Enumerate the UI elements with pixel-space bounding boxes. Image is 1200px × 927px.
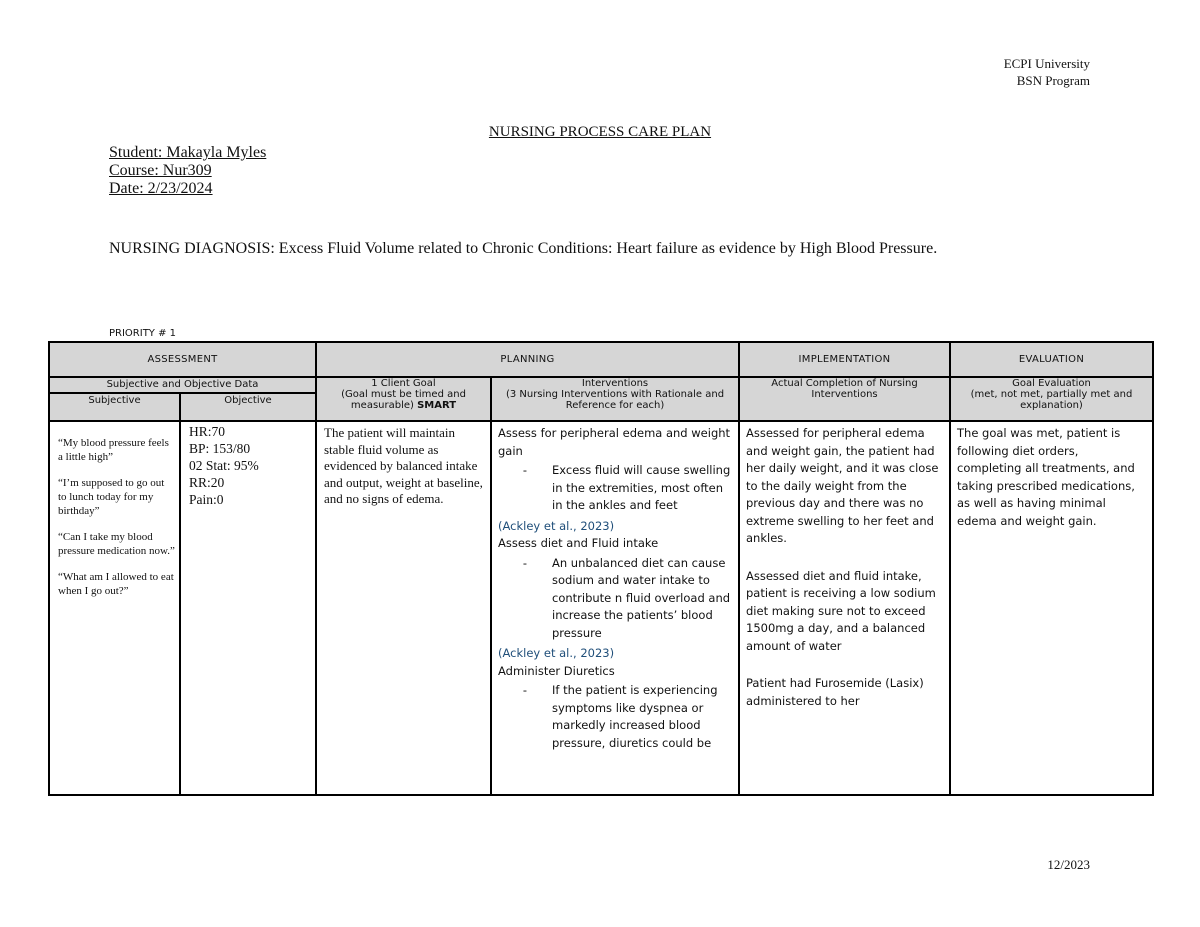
interventions-cell <box>491 421 739 795</box>
program-name: BSN Program <box>1016 73 1090 88</box>
nursing-diagnosis: NURSING DIAGNOSIS: Excess Fluid Volume related to Chronic Conditions: Heart failure as evidence by High Blood Pressure. <box>109 240 938 257</box>
client-goal-header <box>316 377 491 421</box>
evaluation-header: EVALUATION <box>950 342 1153 377</box>
intervention-rationale <box>498 462 732 515</box>
intervention-title: Administer Diuretics <box>498 663 615 678</box>
student-name: Student: Makayla Myles <box>109 144 267 161</box>
intervention-title: Assess diet and Fluid intake <box>498 536 659 550</box>
interventions-label: Interventions <box>581 378 649 389</box>
date: Date: 2/23/2024 <box>109 180 213 197</box>
subjective-cell <box>49 421 180 795</box>
interventions-header <box>491 377 739 421</box>
client-goal-cell: The patient will maintain stable fluid volume as evidenced by balanced intake and output, weight at baseline, and no signs of edema. <box>316 421 491 795</box>
goal-evaluation-label: Goal Evaluation <box>1012 378 1091 389</box>
vital-hr: HR:70 <box>189 424 226 439</box>
implementation-entry: Assessed diet and fluid intake, patient is receiving a low sodium diet making sure not to exceed 1500mg a day, and a balanced amount of water <box>746 568 936 653</box>
footer-date: 12/2023 <box>1047 857 1090 872</box>
subjective-quote: “My blood pressure feels a little high” <box>58 437 169 463</box>
evaluation-cell: The goal was met, patient is following diet orders, completing all treatments, and taking prescribed medications, as well as having minimal edema and weight gain. <box>950 421 1153 795</box>
client-goal-note-text: (Goal must be timed and measurable) <box>341 389 466 411</box>
vital-rr: RR:20 <box>189 475 225 490</box>
implementation-entry: Patient had Furosemide (Lasix) administered to her <box>746 676 924 708</box>
bullet-dash: - <box>522 683 528 697</box>
subjective-objective-header: Subjective and Objective Data <box>49 377 316 393</box>
vital-bp: BP: 153/80 <box>189 441 251 456</box>
subjective-quote: “I’m supposed to go out to lunch today for my birthday” <box>58 477 165 517</box>
intervention-title: Assess for peripheral edema and weight gain <box>498 426 731 458</box>
implementation-entry: Assessed for peripheral edema and weight gain, the patient had her daily weight, and it was close to the daily weight from the previous day and there was no extreme swelling to her feet and ankles. <box>746 426 939 545</box>
page-title: NURSING PROCESS CARE PLAN <box>488 124 712 140</box>
implementation-cell <box>739 421 950 795</box>
intervention-citation: (Ackley et al., 2023) <box>498 646 615 660</box>
rationale-text: Excess fluid will cause swelling in the extremities, most often in the ankles and feet <box>552 463 731 512</box>
objective-header: Objective <box>180 393 316 421</box>
goal-evaluation-header <box>950 377 1153 421</box>
university-name: ECPI University <box>1003 56 1090 71</box>
priority-label: PRIORITY # 1 <box>109 328 177 339</box>
client-goal-label: 1 Client Goal <box>371 378 436 389</box>
course-name: Course: Nur309 <box>109 162 212 179</box>
rationale-text: An unbalanced diet can cause sodium and water intake to contribute n fluid overload and increase the patients’ blood pressure <box>552 555 731 640</box>
goal-evaluation-note: (met, not met, partially met and explanation) <box>970 389 1133 411</box>
actual-completion-header: Actual Completion of Nursing Interventions <box>739 377 950 421</box>
implementation-header: IMPLEMENTATION <box>739 342 950 377</box>
bullet-dash: - <box>522 555 528 570</box>
planning-header: PLANNING <box>316 342 739 377</box>
subjective-quote: “What am I allowed to eat when I go out?” <box>58 571 174 597</box>
intervention-citation: (Ackley et al., 2023) <box>498 518 615 533</box>
bullet-dash: - <box>522 463 528 477</box>
interventions-note: (3 Nursing Interventions with Rationale and Reference for each) <box>505 389 725 411</box>
vital-o2: 02 Stat: 95% <box>189 458 259 473</box>
assessment-header: ASSESSMENT <box>49 342 316 377</box>
student-info <box>109 144 266 198</box>
care-plan-table <box>48 341 1154 796</box>
client-goal-note <box>317 389 490 411</box>
objective-cell <box>180 421 316 795</box>
vital-pain: Pain:0 <box>189 492 224 507</box>
intervention-rationale <box>498 682 732 752</box>
document-header <box>1004 55 1090 89</box>
subjective-header: Subjective <box>49 393 180 421</box>
rationale-text: If the patient is experiencing symptoms like dyspnea or markedly increased blood pressure, diuretics could be <box>552 683 718 750</box>
intervention-rationale <box>498 555 732 643</box>
smart-label: SMART <box>417 400 457 411</box>
subjective-quote: “Can I take my blood pressure medication now.” <box>58 531 175 557</box>
